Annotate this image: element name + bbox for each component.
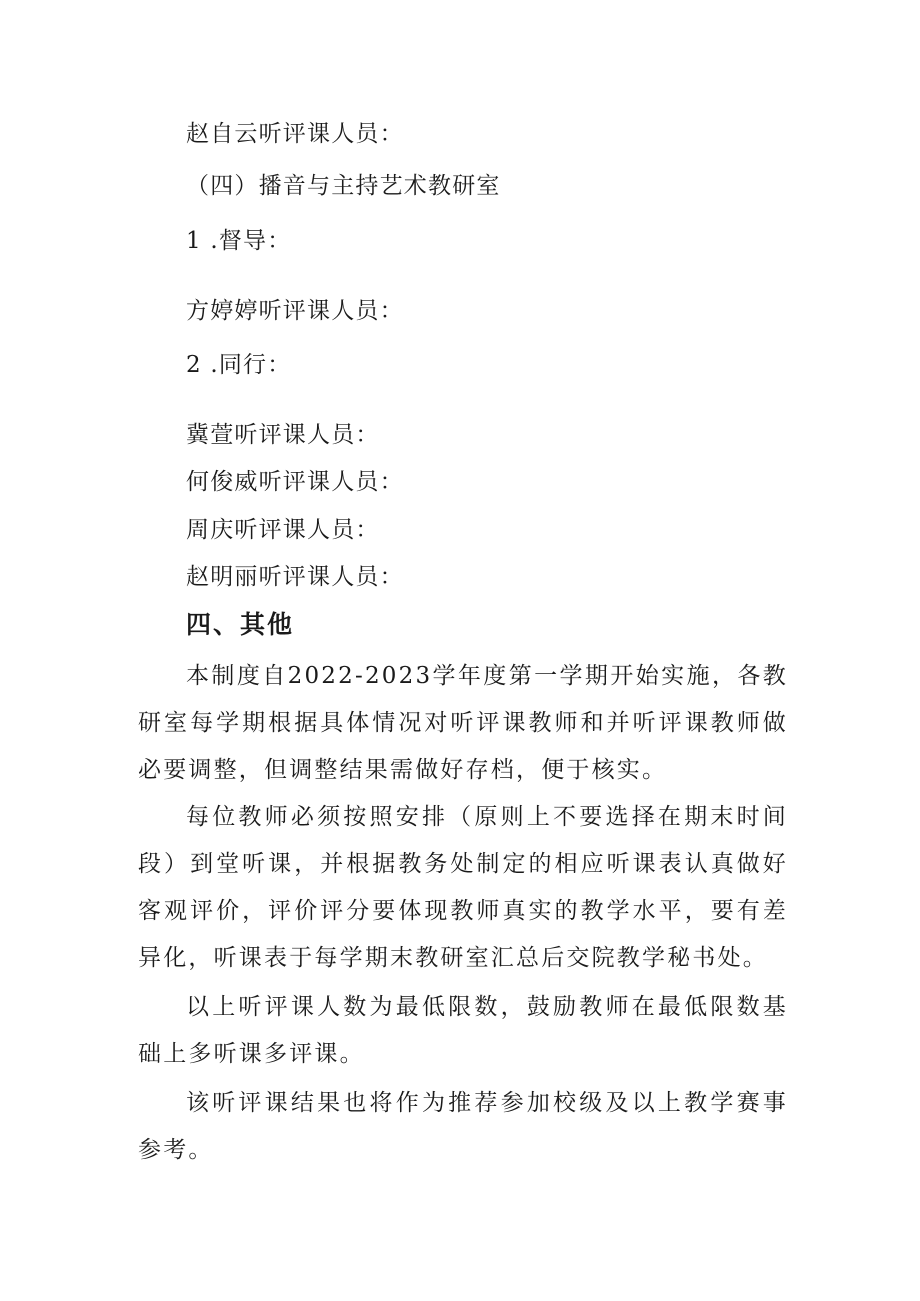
paragraph-minimum-count: 以上听评课人数为最低限数，鼓励教师在最低限数基础上多听课多评课。 [138, 994, 788, 1067]
supervision-label: 1 .督导： [186, 228, 292, 254]
reviewer-ji-xuan: 冀萱听评课人员： [186, 422, 380, 448]
reviewer-fang-tingting: 方婷婷听评课人员： [186, 298, 404, 324]
reviewer-zhao-ziyun: 赵自云听评课人员： [186, 121, 404, 147]
reviewer-he-junwei: 何俊威听评课人员： [186, 469, 404, 495]
paragraph-usage: 该听评课结果也将作为推荐参加校级及以上教学赛事参考。 [138, 1090, 788, 1163]
section-heading-other: 四、其他 [186, 610, 295, 639]
paragraph-implementation: 本制度自2022-2023学年度第一学期开始实施，各教研室每学期根据具体情况对听评课教师和并听评课教师做必要调整，但调整结果需做好存档，便于核实。 [138, 663, 788, 783]
reviewer-zhao-mingli: 赵明丽听评课人员： [186, 564, 404, 590]
subsection-broadcasting-dept: （四）播音与主持艺术教研室 [186, 173, 501, 199]
reviewer-zhou-qing: 周庆听评课人员： [186, 517, 380, 543]
peers-label: 2 .同行： [186, 352, 292, 378]
paragraph-attendance-rules: 每位教师必须按照安排（原则上不要选择在期末时间段）到堂听课，并根据教务处制定的相应听课表认真做好客观评价，评价评分要体现教师真实的教学水平，要有差异化，听课表于每学期末教研室汇总后交院教学秘书处。 [138, 804, 788, 971]
